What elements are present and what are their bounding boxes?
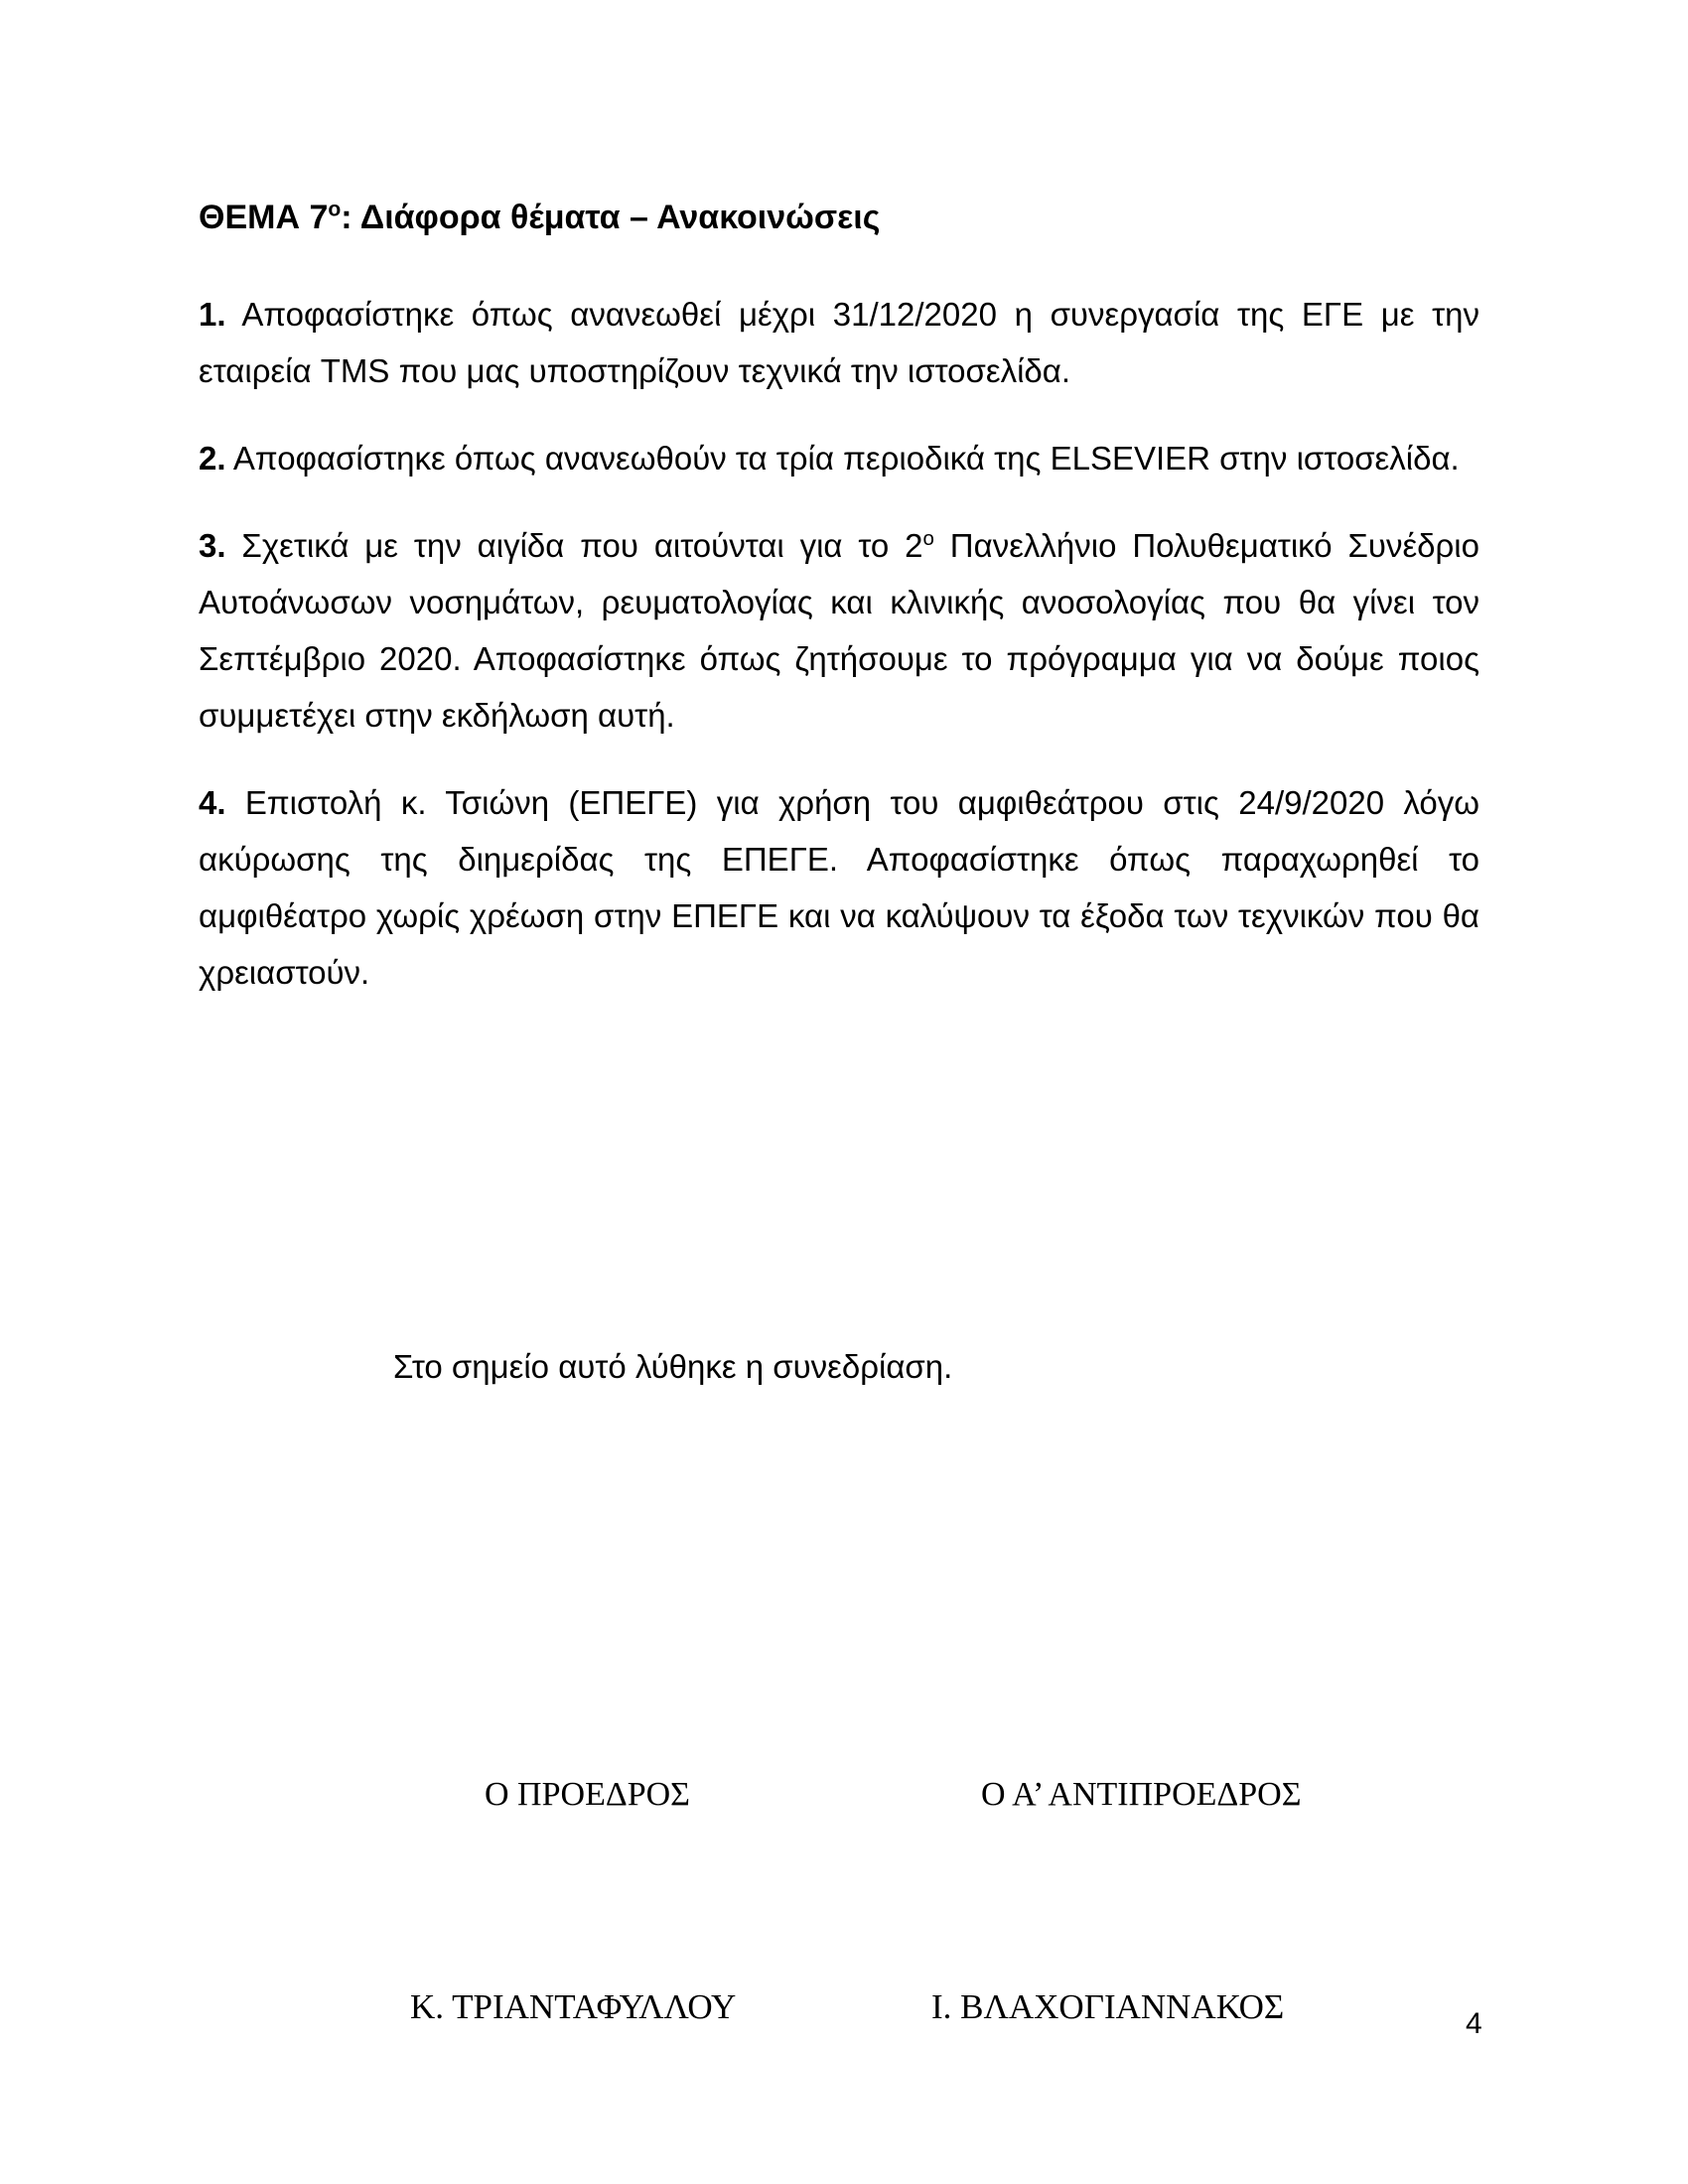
title-ordinal-superscript: ο [328, 198, 342, 221]
paragraph-item-1 [199, 286, 1479, 399]
paragraph-item-2 [199, 430, 1479, 486]
signature-names-row [199, 1979, 1479, 2035]
page-title [199, 195, 1479, 240]
paragraph-item-3 [199, 517, 1479, 744]
signature-title-vice-president: Ο Α’ ΑΝΤΙΠΡΟΕΔΡΟΣ [981, 1776, 1302, 1813]
signature-name-president: Κ. ΤΡΙΑΝΤΑΦΥΛΛΟΥ [410, 1987, 737, 2026]
item-number: 2. [199, 440, 226, 477]
item-number: 1. [199, 296, 226, 333]
document-content [199, 0, 1479, 2035]
ordinal-superscript: ο [922, 527, 934, 550]
paragraph-text: Σχετικά με την αιγίδα που αιτούνται για το 2 [225, 527, 923, 564]
title-text: ΘΕΜΑ 7 [199, 199, 329, 236]
signature-title-president: Ο ΠΡΟΕΔΡΟΣ [485, 1776, 690, 1813]
paragraph-text: Επιστολή κ. Τσιώνη (ΕΠΕΓΕ) για χρήση του αμφιθεάτρου στις 24/9/2020 λόγω ακύρωσης της διημερίδας της ΕΠΕΓΕ. Αποφασίστηκε όπως παραχωρηθεί το αμφιθέατρο χωρίς χρέωση στην ΕΠΕΓΕ και να καλύψουν τα έξοδα των τεχνικών που θα χρειαστούν. [199, 784, 1479, 991]
signature-titles-row [199, 1766, 1479, 1823]
item-number: 3. [199, 527, 226, 564]
title-text-rest: : Διάφορα θέματα – Ανακοινώσεις [341, 199, 881, 236]
paragraph-text: Αποφασίστηκε όπως ανανεωθούν τα τρία περιοδικά της ELSEVIER στην ιστοσελίδα. [225, 440, 1460, 477]
closing-statement: Στο σημείο αυτό λύθηκε η συνεδρίαση. [393, 1348, 953, 1385]
signature-name-vice-president: Ι. ΒΛΑΧΟΓΙΑΝΝΑΚΟΣ [931, 1987, 1285, 2026]
paragraph-item-4 [199, 774, 1479, 1001]
paragraph-text-rest: Πανελλήνιο Πολυθεματικό Συνέδριο Αυτοάνωσων νοσημάτων, ρευματολογίας και κλινικής ανοσολογίας που θα γίνει τον Σεπτέμβριο 2020. Αποφασίστηκε όπως ζητήσουμε το πρόγραμμα για να δούμε ποιος συμμετέχει στην εκδήλωση αυτή. [199, 527, 1479, 734]
paragraph-text: Αποφασίστηκε όπως ανανεωθεί μέχρι 31/12/2020 η συνεργασία της ΕΓΕ με την εταιρεία TMS που μας υποστηρίζουν τεχνικά την ιστοσελίδα. [199, 296, 1479, 389]
item-number: 4. [199, 784, 226, 821]
page-number: 4 [1466, 2007, 1482, 2040]
